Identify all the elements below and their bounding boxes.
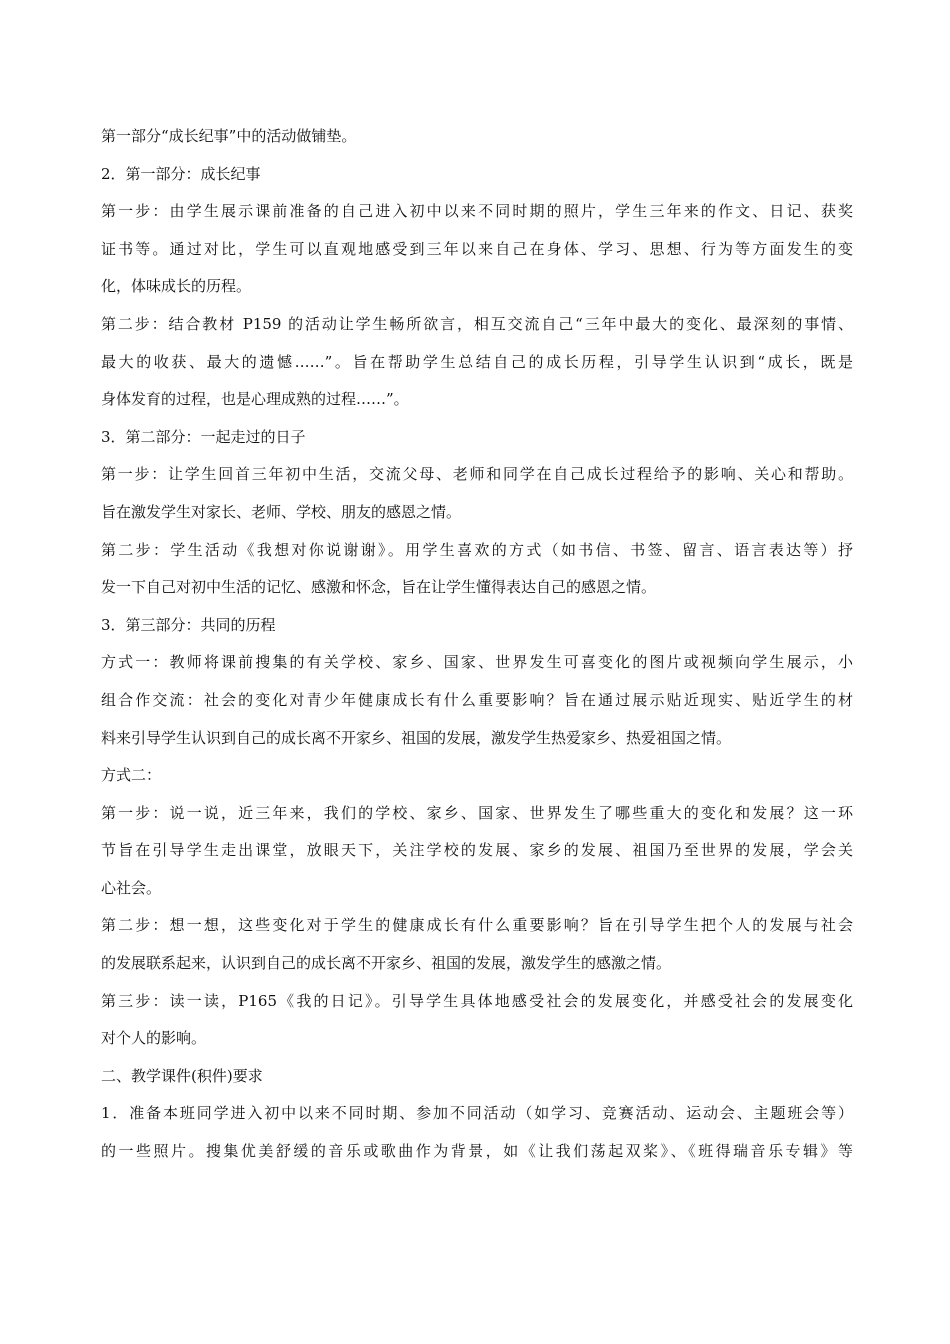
paragraph-line: 证书等。通过对比，学生可以直观地感受到三年以来自己在身体、学习、思想、行为等方面发生的变 (101, 239, 853, 258)
paragraph-line: 身体发育的过程，也是心理成熟的过程……”。 (101, 390, 409, 409)
paragraph-line: 料来引导学生认识到自己的成长离不开家乡、祖国的发展，激发学生热爱家乡、热爱祖国之情。 (101, 728, 732, 747)
document-body (101, 118, 853, 1171)
paragraph-line: 第一步：说一说，近三年来，我们的学校、家乡、国家、世界发生了哪些重大的变化和发展？这一环 (101, 803, 853, 822)
paragraph-line: 第三步：读一读，P165《我的日记》。引导学生具体地感受社会的发展变化，并感受社会的发展变化 (101, 991, 853, 1010)
paragraph-line: 对个人的影响。 (101, 1029, 207, 1048)
paragraph-line: 方式二： (101, 766, 162, 785)
paragraph-line: 发一下自己对初中生活的记忆、感激和怀念，旨在让学生懂得表达自己的感恩之情。 (101, 578, 657, 597)
paragraph-line: 旨在激发学生对家长、老师、学校、朋友的感恩之情。 (101, 502, 462, 521)
paragraph-line: 的一些照片。搜集优美舒缓的音乐或歌曲作为背景，如《让我们荡起双桨》、《班得瑞音乐专辑》等 (101, 1142, 853, 1161)
paragraph-line: 第二步：想一想，这些变化对于学生的健康成长有什么重要影响？旨在引导学生把个人的发展与社会 (101, 916, 853, 935)
section-heading: 3．第三部分：共同的历程 (101, 615, 276, 634)
paragraph-line: 第一步：由学生展示课前准备的自己进入初中以来不同时期的照片，学生三年来的作文、日记、获奖 (101, 202, 853, 221)
paragraph-line: 第二步：结合教材 P159 的活动让学生畅所欲言，相互交流自己“三年中最大的变化、最深刻的事情、 (101, 314, 853, 333)
section-heading: 3．第二部分：一起走过的日子 (101, 427, 306, 446)
paragraph-line: 1．准备本班同学进入初中以来不同时期、参加不同活动（如学习、竞赛活动、运动会、主题班会等） (101, 1104, 853, 1123)
paragraph-line: 化，体味成长的历程。 (101, 277, 252, 296)
paragraph-line: 的发展联系起来，认识到自己的成长离不开家乡、祖国的发展，激发学生的感激之情。 (101, 954, 672, 973)
paragraph-line: 节旨在引导学生走出课堂，放眼天下，关注学校的发展、家乡的发展、祖国乃至世界的发展，学会关 (101, 841, 853, 860)
paragraph-line: 组合作交流：社会的变化对青少年健康成长有什么重要影响？旨在通过展示贴近现实、贴近学生的材 (101, 690, 853, 709)
paragraph-line: 方式一：教师将课前搜集的有关学校、家乡、国家、世界发生可喜变化的图片或视频向学生展示，小 (101, 653, 853, 672)
paragraph-line: 最大的收获、最大的遗憾……”。旨在帮助学生总结自己的成长历程，引导学生认识到“成长，既是 (101, 352, 853, 371)
section-heading: 2．第一部分：成长纪事 (101, 164, 261, 183)
paragraph-line: 第二步：学生活动《我想对你说谢谢》。用学生喜欢的方式（如书信、书签、留言、语言表达等）抒 (101, 540, 853, 559)
paragraph-line: 心社会。 (101, 878, 162, 897)
paragraph-line: 第一部分“成长纪事”中的活动做铺垫。 (101, 127, 357, 145)
section-heading: 二、教学课件(积件)要求 (101, 1066, 263, 1085)
paragraph-line: 第一步：让学生回首三年初中生活，交流父母、老师和同学在自己成长过程给予的影响、关心和帮助。 (101, 465, 853, 484)
